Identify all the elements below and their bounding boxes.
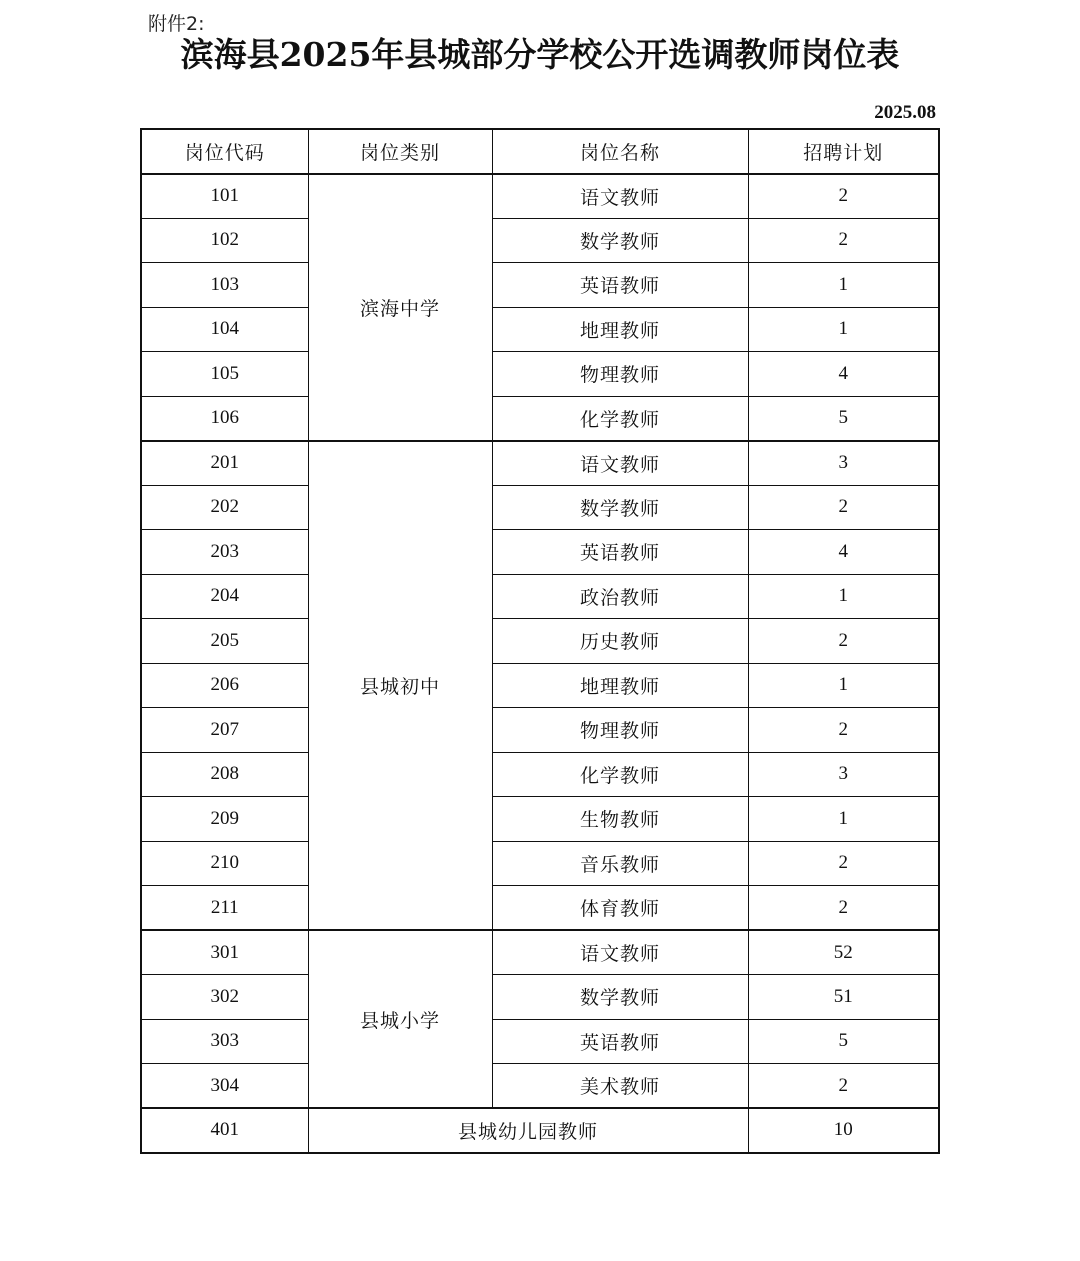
recruitment-plan: 52 — [748, 930, 939, 975]
position-name: 英语教师 — [492, 1019, 748, 1064]
table-row — [141, 1064, 939, 1109]
recruitment-plan: 4 — [748, 530, 939, 575]
position-code: 207 — [141, 708, 308, 753]
position-code: 103 — [141, 263, 308, 308]
page-title: 滨海县2025年县城部分学校公开选调教师岗位表 — [180, 35, 900, 74]
position-code: 209 — [141, 797, 308, 842]
recruitment-plan: 2 — [748, 886, 939, 931]
positions-table — [140, 128, 940, 1154]
recruitment-plan: 5 — [748, 396, 939, 441]
position-name: 地理教师 — [492, 663, 748, 708]
recruitment-plan: 2 — [748, 218, 939, 263]
attachment-label: 附件2: — [148, 13, 205, 35]
table-row — [141, 619, 939, 664]
table-row — [141, 441, 939, 486]
position-name: 政治教师 — [492, 574, 748, 619]
recruitment-plan: 3 — [748, 752, 939, 797]
position-name: 语文教师 — [492, 441, 748, 486]
position-name: 音乐教师 — [492, 841, 748, 886]
position-name: 语文教师 — [492, 930, 748, 975]
position-name: 英语教师 — [492, 263, 748, 308]
position-name: 数学教师 — [492, 975, 748, 1020]
position-code: 205 — [141, 619, 308, 664]
position-code: 208 — [141, 752, 308, 797]
recruitment-plan: 2 — [748, 485, 939, 530]
table-row — [141, 263, 939, 308]
table-row — [141, 396, 939, 441]
table-row — [141, 975, 939, 1020]
table-row — [141, 352, 939, 397]
position-name: 物理教师 — [492, 352, 748, 397]
recruitment-plan: 1 — [748, 263, 939, 308]
position-code: 210 — [141, 841, 308, 886]
position-code: 102 — [141, 218, 308, 263]
position-name: 地理教师 — [492, 307, 748, 352]
position-name: 数学教师 — [492, 485, 748, 530]
position-code: 206 — [141, 663, 308, 708]
position-code: 201 — [141, 441, 308, 486]
table-row — [141, 886, 939, 931]
position-name: 历史教师 — [492, 619, 748, 664]
position-category: 县城小学 — [308, 930, 492, 1108]
table-row — [141, 663, 939, 708]
position-code: 301 — [141, 930, 308, 975]
position-code: 101 — [141, 174, 308, 219]
table-row — [141, 1019, 939, 1064]
recruitment-plan: 1 — [748, 307, 939, 352]
position-code: 202 — [141, 485, 308, 530]
position-code: 303 — [141, 1019, 308, 1064]
table-row — [141, 708, 939, 753]
table-row — [141, 752, 939, 797]
position-code: 105 — [141, 352, 308, 397]
position-category: 滨海中学 — [308, 174, 492, 441]
position-name: 化学教师 — [492, 752, 748, 797]
recruitment-plan: 1 — [748, 663, 939, 708]
table-row — [141, 1108, 939, 1153]
recruitment-plan: 5 — [748, 1019, 939, 1064]
recruitment-plan: 10 — [748, 1108, 939, 1153]
position-code: 104 — [141, 307, 308, 352]
recruitment-plan: 3 — [748, 441, 939, 486]
recruitment-plan: 1 — [748, 574, 939, 619]
document-date: 2025.08 — [874, 102, 936, 123]
table-row — [141, 574, 939, 619]
position-code: 211 — [141, 886, 308, 931]
table-row — [141, 485, 939, 530]
position-name: 生物教师 — [492, 797, 748, 842]
table-header-row — [141, 129, 939, 174]
position-name: 美术教师 — [492, 1064, 748, 1109]
recruitment-plan: 4 — [748, 352, 939, 397]
table-row — [141, 841, 939, 886]
header-code: 岗位代码 — [141, 129, 308, 174]
position-code: 401 — [141, 1108, 308, 1153]
position-code: 106 — [141, 396, 308, 441]
recruitment-plan: 2 — [748, 1064, 939, 1109]
recruitment-plan: 2 — [748, 841, 939, 886]
position-name: 语文教师 — [492, 174, 748, 219]
table-body — [141, 174, 939, 1153]
position-category: 县城初中 — [308, 441, 492, 931]
header-category: 岗位类别 — [308, 129, 492, 174]
recruitment-plan: 51 — [748, 975, 939, 1020]
table-row — [141, 174, 939, 219]
position-code: 302 — [141, 975, 308, 1020]
position-name-merged: 县城幼儿园教师 — [308, 1108, 748, 1153]
position-name: 体育教师 — [492, 886, 748, 931]
table-row — [141, 930, 939, 975]
recruitment-plan: 1 — [748, 797, 939, 842]
header-plan: 招聘计划 — [748, 129, 939, 174]
position-code: 304 — [141, 1064, 308, 1109]
position-name: 化学教师 — [492, 396, 748, 441]
header-name: 岗位名称 — [492, 129, 748, 174]
position-name: 物理教师 — [492, 708, 748, 753]
table-row — [141, 307, 939, 352]
position-name: 英语教师 — [492, 530, 748, 575]
recruitment-plan: 2 — [748, 619, 939, 664]
recruitment-plan: 2 — [748, 174, 939, 219]
table-row — [141, 218, 939, 263]
table-row — [141, 797, 939, 842]
recruitment-plan: 2 — [748, 708, 939, 753]
position-code: 203 — [141, 530, 308, 575]
table-row — [141, 530, 939, 575]
position-code: 204 — [141, 574, 308, 619]
position-name: 数学教师 — [492, 218, 748, 263]
